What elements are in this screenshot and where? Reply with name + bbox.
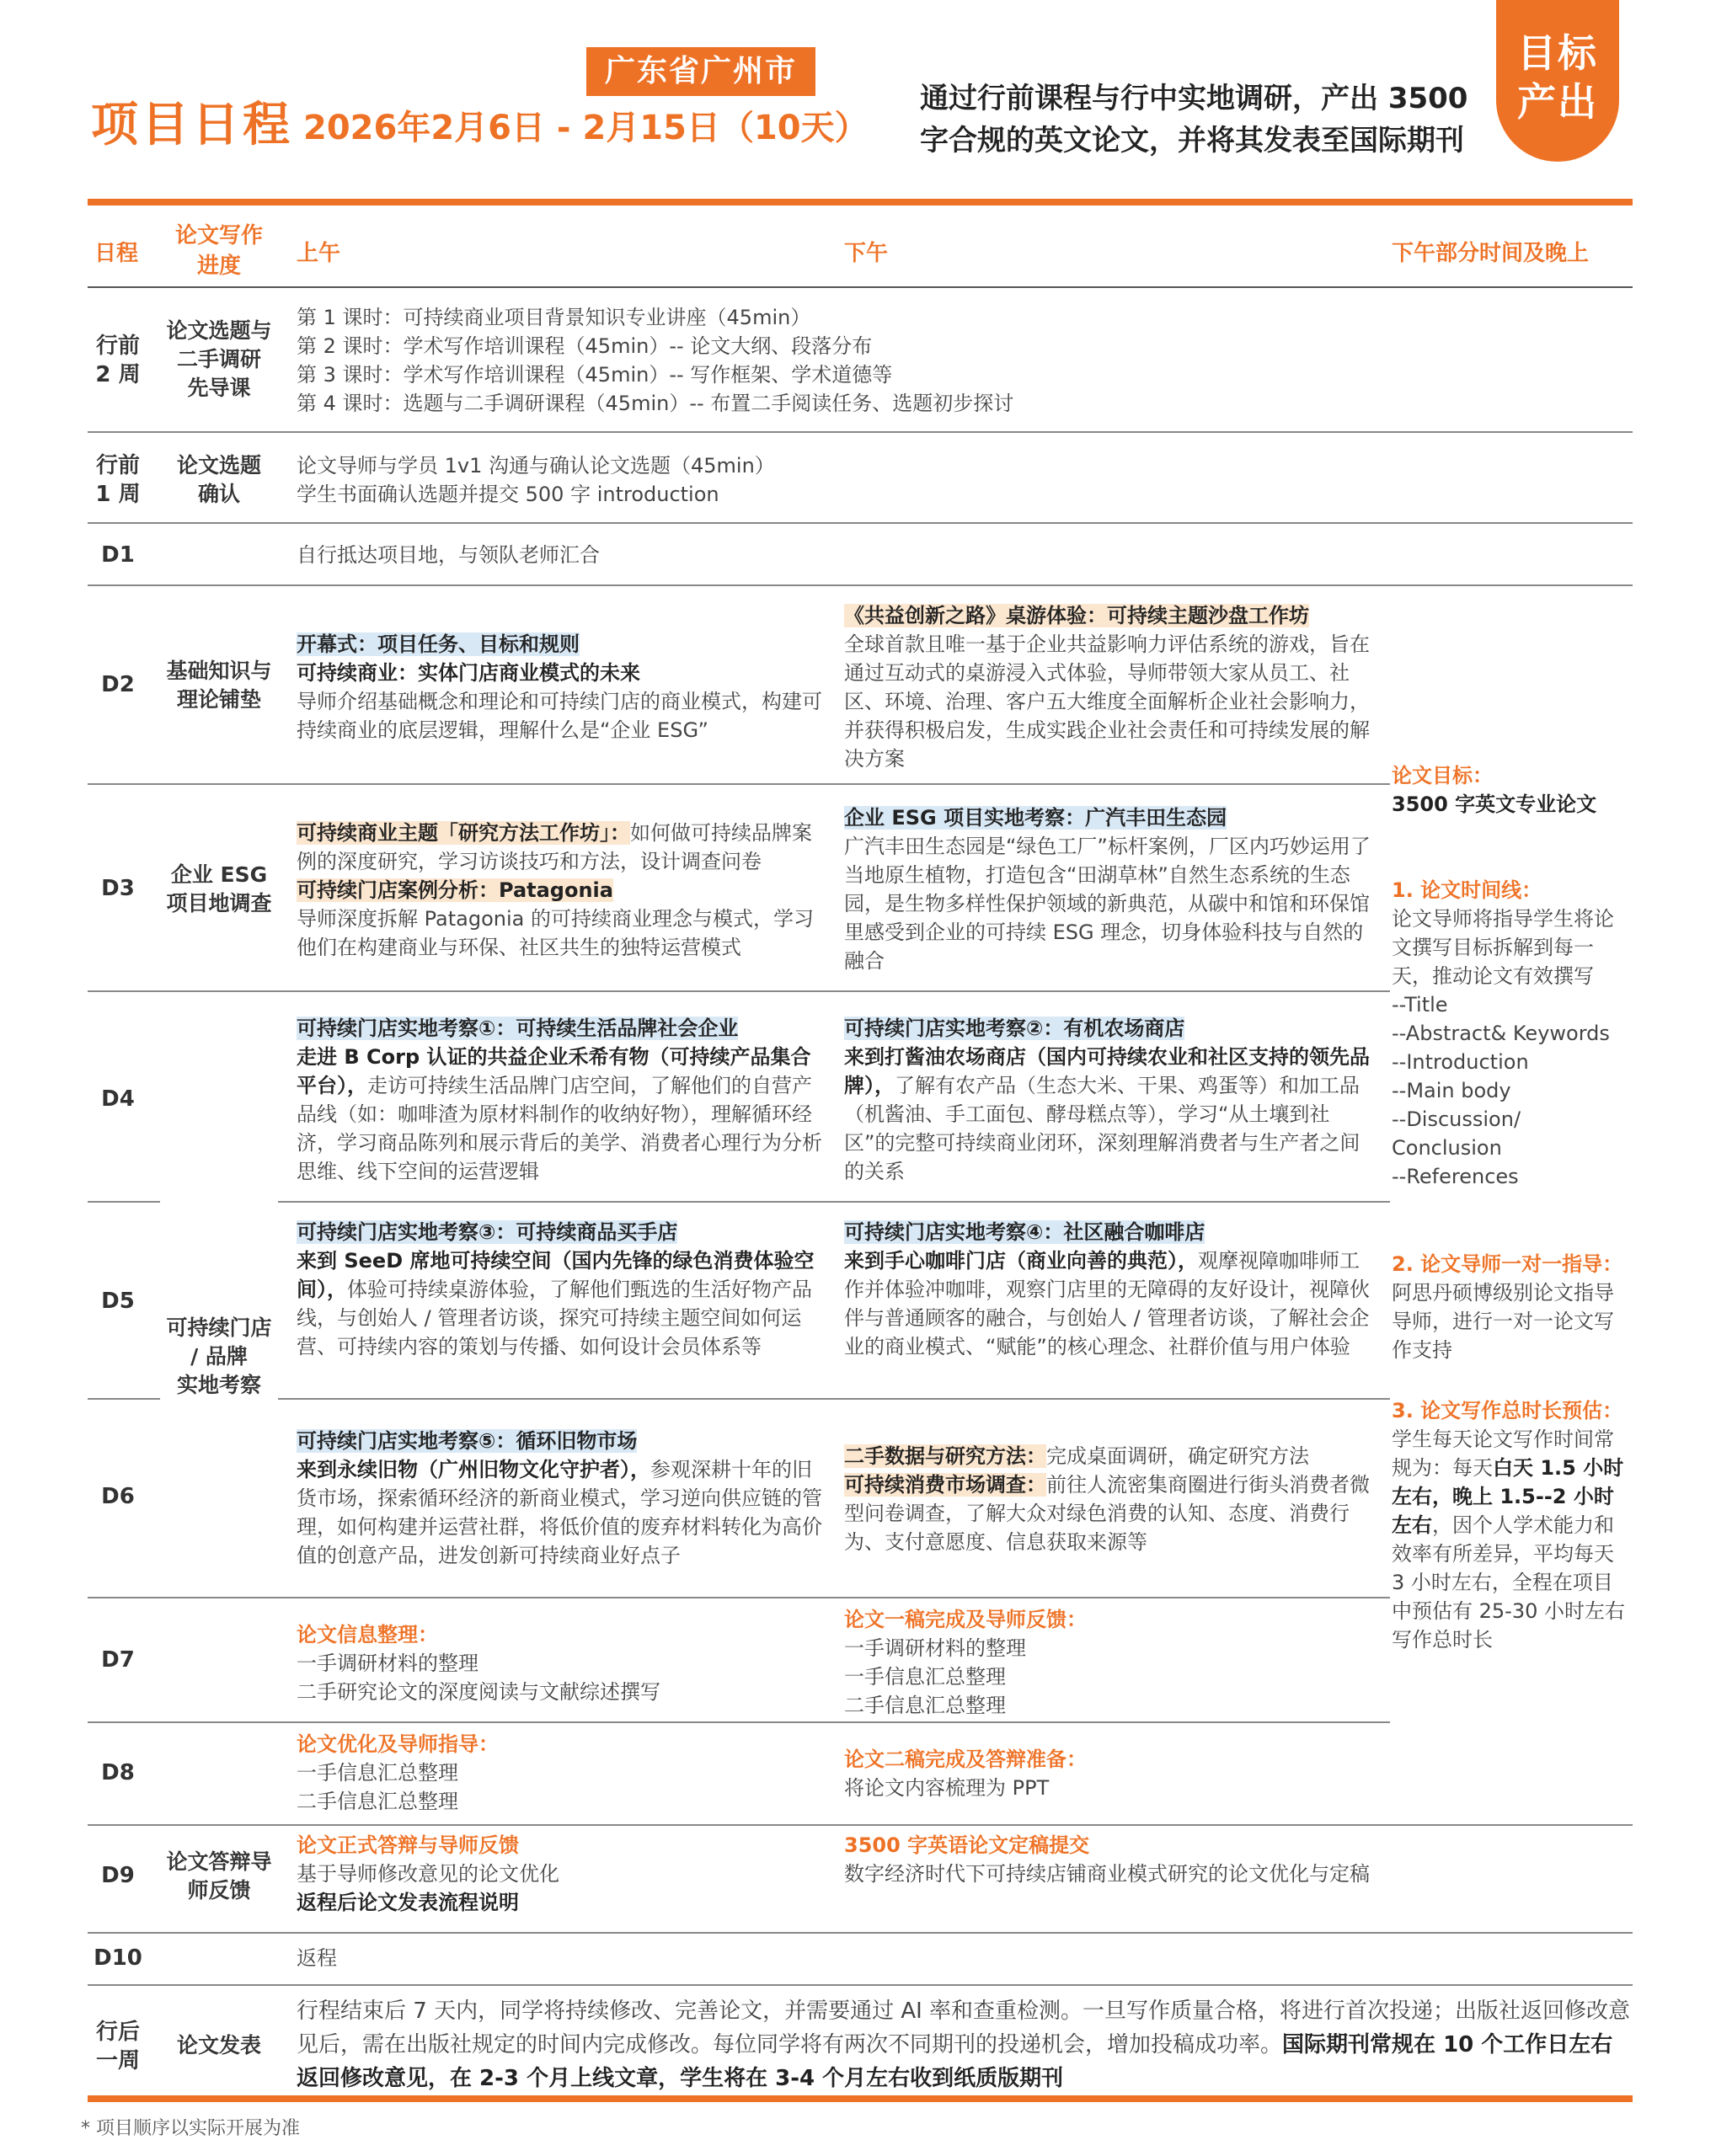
goal-badge-line-1: 目标 (1517, 30, 1598, 76)
sidebar-s1-item-4: --Main body (1392, 1079, 1511, 1102)
d7-am-line-1: 一手调研材料的整理 (297, 1652, 478, 1675)
pre1-line-1: 论文导师与学员 1v1 沟通与确认论文选题（45min） (297, 454, 775, 478)
page-title: 项目日程 (91, 98, 293, 152)
day-pre1 (88, 451, 148, 509)
date-range: 2026年2月6日 - 2月15日（10天） (303, 109, 869, 147)
d8-am-line-2: 二手信息汇总整理 (297, 1790, 458, 1813)
d8-morning (297, 1730, 827, 1816)
progress-d4-d6-line-3: 实地考察 (176, 1373, 261, 1397)
progress-post: 论文发表 (176, 2033, 261, 2057)
day-d6: D6 (101, 1484, 135, 1509)
day-d3: D3 (101, 876, 135, 901)
sidebar-s3-bold: 白天 1.5 小时左右，晚上 1.5--2 小时左右 (1392, 1456, 1624, 1537)
d8-am-title: 论文优化及导师指导： (297, 1732, 499, 1756)
pre1-content (297, 451, 1560, 509)
d3-afternoon (844, 803, 1375, 975)
col-day: 日程 (94, 241, 139, 266)
row-divider (88, 1721, 1390, 1723)
progress-d3-line-2: 项目地调查 (166, 891, 272, 915)
col-progress-line-2: 进度 (196, 253, 241, 279)
col-progress (165, 221, 273, 281)
day-pre2-line-1: 行前 (95, 334, 140, 359)
d6-am-title: 可持续门店实地考察⑤：循环旧物市场 (297, 1429, 638, 1453)
sidebar-s3-pre: 规为：每天 (1392, 1456, 1493, 1480)
col-evening: 下午部分时间及晚上 (1392, 241, 1590, 266)
goal-badge-line-2: 产出 (1517, 79, 1598, 125)
d9-pm-title: 3500 字英语论文定稿提交 (844, 1833, 1090, 1857)
d5-am-bold: 来到 SeeD 席地可持续空间（国内先锋的绿色消费体验空间）， (297, 1249, 815, 1301)
d6-morning (297, 1427, 827, 1570)
sidebar-s1-item-2: --Abstract& Keywords (1392, 1022, 1610, 1045)
progress-pre1-line-1: 论文选题 (176, 453, 261, 478)
d6-pm-body-2: 前往人流密集商圈进行街头消费者微型问卷调查，了解大众对绿色消费的认知、态度、消费行为、支付意愿度、信息获取来源等 (844, 1473, 1370, 1554)
header-divider (88, 286, 1633, 288)
sidebar-goal-label: 论文目标： (1392, 764, 1493, 787)
d7-pm-title: 论文一稿完成及导师反馈： (844, 1608, 1087, 1631)
progress-d9 (160, 1848, 278, 1905)
d7-am-line-2: 二手研究论文的深度阅读与文献综述撰写 (297, 1680, 660, 1704)
header (0, 0, 1716, 202)
d5-am-title: 可持续门店实地考察③：可持续商品买手店 (297, 1220, 678, 1244)
progress-d9-line-1: 论文答辩导 (166, 1849, 272, 1874)
d5-pm-title: 可持续门店实地考察④：社区融合咖啡店 (844, 1220, 1205, 1244)
pre1-line-2: 学生书面确认选题并提交 500 字 introduction (297, 483, 719, 506)
sidebar-s3-title: 3. 论文写作总时长预估： (1392, 1399, 1623, 1422)
sidebar-s1-item-5: --Discussion/ (1392, 1107, 1521, 1131)
sidebar-s3-post: ，因个人学术能力和效率有所差异，平均每天 3 小时左右，全程在项目中预估有 25-30 小时左右写作总时长 (1392, 1513, 1625, 1652)
goal-badge (1496, 0, 1619, 162)
sidebar-s1-body: 论文导师将指导学生将论文撰写目标拆解到每一天，推动论文有效撰写 (1392, 907, 1614, 988)
day-d10: D10 (94, 1945, 142, 1971)
progress-pre1 (160, 451, 278, 509)
goal-line-2: 字合规的英文论文，并将其发表至国际期刊 (920, 124, 1464, 157)
d2-afternoon (844, 601, 1375, 773)
d5-morning (297, 1218, 827, 1361)
day-d2: D2 (101, 672, 135, 697)
d9-am-title: 论文正式答辩与导师反馈 (297, 1833, 519, 1857)
d5-am-body: 体验可持续桌游体验，了解他们甄选的生活好物产品线，与创始人 / 管理者访谈，探究可持续主题空间如何运营、可持续内容的策划与传播、如何设计会员体系等 (297, 1278, 812, 1358)
progress-d2-line-1: 基础知识与 (166, 659, 272, 683)
row-divider (88, 1201, 160, 1203)
d3-am-body-1: 如何做可持续品牌案例的深度研究，学习访谈技巧和方法，设计调查问卷 (297, 821, 812, 873)
d8-afternoon (844, 1745, 1375, 1802)
pre2-lesson-3: 第 3 课时：学术写作培训课程（45min）-- 写作框架、学术道德等 (297, 363, 893, 387)
day-d1: D1 (101, 542, 135, 568)
d4-morning (297, 1014, 827, 1186)
d7-pm-line-1: 一手调研材料的整理 (844, 1636, 1026, 1660)
progress-pre2-line-3: 先导课 (187, 376, 251, 400)
row-divider (88, 1824, 1633, 1826)
d3-am-body-2: 导师深度拆解 Patagonia 的可持续商业理念与模式，学习他们在构建商业与环保、社区共生的独特运营模式 (297, 907, 814, 959)
progress-d4-d6-line-2: / 品牌 (190, 1344, 248, 1369)
d8-pm-line-1: 将论文内容梳理为 PPT (844, 1776, 1050, 1800)
d9-pm-body: 数字经济时代下可持续店铺商业模式研究的论文优化与定稿 (844, 1862, 1370, 1886)
d4-afternoon (844, 1014, 1375, 1186)
day-d9: D9 (101, 1863, 135, 1888)
d2-morning (297, 630, 827, 744)
day-d5: D5 (101, 1289, 135, 1314)
d7-afternoon (844, 1605, 1375, 1720)
sidebar-s1-title: 1. 论文时间线： (1392, 878, 1542, 902)
d6-pm-title-1: 二手数据与研究方法： (844, 1444, 1046, 1468)
d9-morning (297, 1831, 827, 1917)
row-divider (88, 584, 1633, 586)
d7-pm-line-3: 二手信息汇总整理 (844, 1694, 1006, 1717)
d3-morning (297, 819, 827, 962)
d6-am-bold: 来到永续旧物（广州旧物文化守护者）， (297, 1458, 650, 1481)
row-divider (88, 990, 1390, 992)
post-content (297, 1994, 1633, 2095)
col-progress-line-1: 论文写作 (174, 223, 263, 248)
pre2-lessons (297, 303, 1560, 418)
d4-am-body: 走访可持续生活品牌门店空间，了解他们的自营产品线（如：咖啡渣为原材料制作的收纳好物），理解循环经济，学习商品陈列和展示背后的美学、消费者心理行为分析思维、线下空间的运营逻辑 (297, 1074, 822, 1183)
progress-pre2-line-2: 二手调研 (176, 347, 261, 371)
location-badge: 广东省广州市 (586, 47, 815, 96)
d2-am-title-1: 开幕式：项目任务、目标和规则 (297, 632, 580, 656)
sidebar-s1-item-6: Conclusion (1392, 1136, 1502, 1160)
progress-d2 (160, 657, 278, 714)
day-d7: D7 (101, 1647, 135, 1673)
d5-pm-bold: 来到手心咖啡门店（商业向善的典范）， (844, 1249, 1198, 1273)
d9-afternoon (844, 1831, 1375, 1888)
day-pre1-line-2: 1 周 (95, 482, 141, 507)
progress-pre2 (160, 317, 278, 403)
post-body: 行程结束后 7 天内，同学将持续修改、完善论文，并需要通过 AI 率和查重检测。一旦写作质量合格，将进行首次投递；出版社返回修改意见后，需在出版社规定的时间内完成修改。每位同学将有两次不同期刊的投递机会，增加投稿成功率。 (297, 1999, 1631, 2057)
d6-am-body: 参观深耕十年的旧货市场，探索循环经济的新商业模式，学习逆向供应链的管理，如何构建并运营社群，将低价值的废弃材料转化为高价值的创意产品，进发创新可持续商业好点子 (297, 1458, 822, 1567)
d2-pm-body: 全球首款且唯一基于企业共益影响力评估系统的游戏，旨在通过互动式的桌游浸入式体验，导师带领大家从员工、社区、环境、治理、客户五大维度全面解析企业社会影响力，并获得积极启发，生成实践企业社会责任和可持续发展的解决方案 (844, 632, 1370, 771)
day-d4: D4 (101, 1086, 135, 1112)
d3-pm-body: 广汽丰田生态园是“绿色工厂”标杆案例，厂区内巧妙运用了当地原生植物，打造包含“田湖草林”自然生态系统的生态园，是生物多样性保护领域的新典范，从碳中和馆和环保馆里感受到企业的可持续 ESG 理念，切身体验科技与自然的融合 (844, 835, 1371, 973)
d9-am-bold: 返程后论文发表流程说明 (297, 1891, 519, 1914)
pre2-lesson-2: 第 2 课时：学术写作培训课程（45min）-- 论文大纲、段落分布 (297, 334, 873, 358)
d7-am-title: 论文信息整理： (297, 1623, 438, 1646)
d6-pm-body-1: 完成桌面调研，确定研究方法 (1046, 1444, 1309, 1468)
d4-am-bold: 走进 B Corp 认证的共益企业禾希有物（可持续产品集合平台）， (297, 1045, 811, 1097)
d4-pm-body: 了解有农产品（生态大米、干果、鸡蛋等）和加工品（机酱油、手工面包、酵母糕点等），学习“从土壤到社区”的完整可持续商业闭环，深刻理解消费者与生产者之间的关系 (844, 1074, 1361, 1183)
row-divider (278, 1398, 1390, 1400)
d7-pm-line-2: 一手信息汇总整理 (844, 1665, 1006, 1689)
d10-text: 返程 (297, 1946, 337, 1970)
row-divider (88, 1597, 1390, 1598)
progress-d4-d6 (160, 1314, 278, 1400)
d2-am-title-2: 可持续商业：实体门店商业模式的未来 (297, 661, 640, 685)
row-divider (88, 1932, 1633, 1934)
col-afternoon: 下午 (844, 241, 889, 266)
d10-content (297, 1944, 1560, 1972)
progress-pre1-line-2: 确认 (197, 482, 240, 506)
row-divider (88, 431, 1633, 433)
progress-d3 (160, 861, 278, 918)
d8-pm-title: 论文二稿完成及答辩准备： (844, 1748, 1087, 1771)
sidebar-s3-line-1: 学生每天论文写作时间常 (1392, 1428, 1614, 1451)
progress-d9-line-2: 师反馈 (187, 1878, 251, 1903)
row-divider (88, 1398, 160, 1400)
day-pre1-line-1: 行前 (95, 453, 140, 478)
row-divider (88, 522, 1633, 524)
d6-pm-title-2: 可持续消费市场调查： (844, 1473, 1046, 1497)
goal-line-1: 通过行前课程与行中实地调研，产出 3500 (920, 82, 1468, 115)
day-pre2 (88, 332, 148, 389)
sidebar-s2-title: 2. 论文导师一对一指导： (1392, 1252, 1623, 1276)
d6-afternoon (844, 1442, 1375, 1556)
d5-pm-body: 观摩视障咖啡师工作并体验冲咖啡，观察门店里的无障碍的友好设计，视障伙伴与普通顾客的融合，与创始人 / 管理者访谈，了解社会企业的商业模式、“赋能”的核心理念、社群价值与用户体验 (844, 1249, 1370, 1358)
progress-d4-d6-line-1: 可持续门店 (166, 1315, 272, 1340)
d9-am-line: 基于导师修改意见的论文优化 (297, 1862, 559, 1886)
goal-description (920, 77, 1510, 162)
sidebar-goal (1392, 761, 1633, 819)
d2-pm-title: 《共益创新之路》桌游体验：可持续主题沙盘工作坊 (844, 604, 1309, 627)
d5-afternoon (844, 1218, 1375, 1361)
d3-pm-title: 企业 ESG 项目实地考察：广汽丰田生态园 (844, 806, 1227, 830)
progress-d2-line-2: 理论铺垫 (176, 687, 261, 712)
d3-am-title-2: 可持续门店案例分析：Patagonia (297, 878, 613, 902)
row-divider (88, 783, 1390, 785)
top-rule (88, 199, 1633, 205)
pre2-lesson-1: 第 1 课时：可持续商业项目背景知识专业讲座（45min） (297, 306, 811, 329)
bottom-rule (88, 2095, 1633, 2102)
sidebar-timeline (1392, 876, 1633, 1191)
day-pre2-line-2: 2 周 (95, 362, 141, 387)
sidebar-duration (1392, 1396, 1633, 1654)
d1-text: 自行抵达项目地，与领队老师汇合 (297, 543, 600, 567)
sidebar-s2-body: 阿思丹硕博级别论文指导导师，进行一对一论文写作支持 (1392, 1281, 1614, 1362)
sidebar-s1-item-3: --Introduction (1392, 1050, 1529, 1074)
sidebar-s1-item-7: --References (1392, 1165, 1519, 1188)
row-divider (278, 1201, 1390, 1203)
d4-pm-bold: 来到打酱油农场商店（国内可持续农业和社区支持的领先品牌）， (844, 1045, 1370, 1097)
d7-morning (297, 1620, 827, 1706)
d4-pm-title: 可持续门店实地考察②：有机农场商店 (844, 1017, 1185, 1040)
post-bold: 国际期刊常规在 10 个工作日左右返回修改意见，在 2-3 个月上线文章，学生将在 3-4 个月左右收到纸质版期刊 (297, 2032, 1613, 2091)
day-post-line-1: 行后 (95, 2020, 140, 2045)
d8-am-line-1: 一手信息汇总整理 (297, 1761, 458, 1785)
footnote: * 项目顺序以实际开展为准 (81, 2118, 300, 2139)
sidebar-goal-value: 3500 字英文专业论文 (1392, 792, 1597, 816)
day-d8: D8 (101, 1760, 135, 1785)
d2-am-body: 导师介绍基础概念和理论和可持续门店的商业模式，构建可持续商业的底层逻辑，理解什么是“企业 ESG” (297, 690, 822, 742)
sidebar-s1-item-1: --Title (1392, 993, 1448, 1017)
pre2-lesson-4: 第 4 课时：选题与二手调研课程（45min）-- 布置二手阅读任务、选题初步探讨 (297, 392, 1014, 415)
progress-pre2-line-1: 论文选题与 (166, 318, 272, 343)
row-divider (88, 1984, 1633, 1986)
d3-am-title-1: 可持续商业主题「研究方法工作坊」： (297, 821, 630, 845)
day-post-line-2: 一周 (95, 2048, 140, 2073)
progress-d3-line-1: 企业 ESG (170, 862, 268, 887)
col-morning: 上午 (297, 241, 341, 266)
day-post (88, 2018, 148, 2075)
d1-content (297, 541, 1560, 569)
d4-am-title: 可持续门店实地考察①：可持续生活品牌社会企业 (297, 1017, 739, 1040)
sidebar-mentor (1392, 1250, 1633, 1364)
